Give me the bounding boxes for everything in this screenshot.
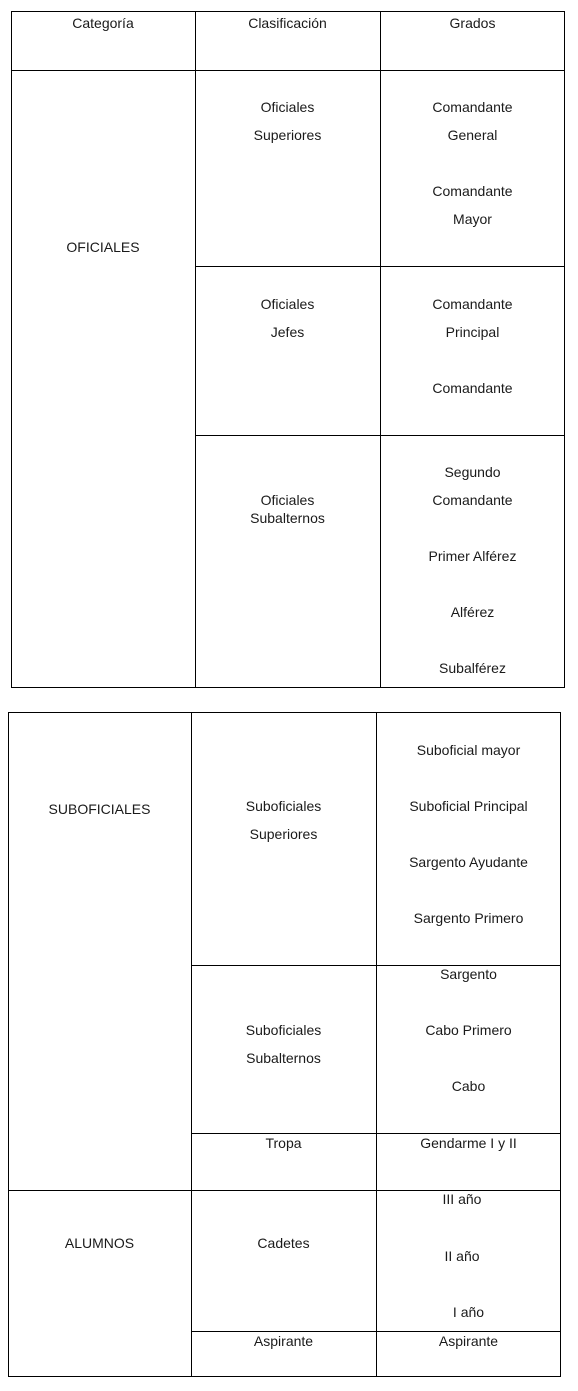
- grade-text: Cabo: [451, 1078, 486, 1094]
- grade-text: Comandante: [432, 296, 513, 312]
- grade-text: Alférez: [450, 604, 495, 620]
- grade-text: Mayor: [453, 211, 492, 227]
- classification-text: Superiores: [249, 826, 318, 842]
- grade-text: Segundo: [444, 464, 501, 480]
- grade-text: Sargento Ayudante: [409, 854, 528, 870]
- grade-text: Principal: [445, 324, 500, 340]
- grade-text: I año: [452, 1304, 485, 1320]
- classification-text: Subalternos: [246, 1050, 321, 1066]
- grade-text: II año: [444, 1248, 480, 1264]
- classification-text: Suboficiales: [245, 798, 322, 814]
- classification-text: Subalternos: [250, 510, 325, 526]
- classification-text: Aspirante: [253, 1333, 314, 1349]
- classification-text: Jefes: [270, 324, 305, 340]
- classification-text: Suboficiales: [245, 1022, 322, 1038]
- grade-text: Sargento: [440, 966, 497, 982]
- table1-border-top: [11, 11, 565, 12]
- header-grados: Grados: [449, 15, 496, 31]
- table1-border-left: [11, 11, 12, 688]
- grade-text: Gendarme I y II: [420, 1135, 517, 1151]
- grade-text: Comandante: [432, 99, 513, 115]
- grade-text: Comandante: [432, 492, 513, 508]
- grade-text: Comandante: [432, 183, 513, 199]
- classification-text: Superiores: [253, 127, 322, 143]
- grade-text: Comandante: [432, 380, 513, 396]
- grade-text: Aspirante: [438, 1333, 499, 1349]
- classification-text: Cadetes: [257, 1235, 310, 1251]
- table2-border-bottom: [8, 1376, 561, 1377]
- grade-text: Suboficial mayor: [416, 742, 521, 758]
- grade-text: Sargento Primero: [413, 910, 524, 926]
- category-alumnos: ALUMNOS: [64, 1235, 135, 1251]
- table1-border-bottom: [11, 687, 565, 688]
- table2-border-top: [8, 712, 561, 713]
- category-oficiales: OFICIALES: [66, 239, 140, 255]
- grade-text: Primer Alférez: [428, 548, 517, 564]
- grade-text: III año: [442, 1191, 482, 1207]
- header-categoria: Categoría: [72, 15, 134, 31]
- grade-text: Suboficial Principal: [409, 798, 528, 814]
- grade-text: Cabo Primero: [425, 1022, 512, 1038]
- classification-text: Oficiales: [260, 99, 315, 115]
- grade-text: Subalférez: [439, 660, 506, 676]
- classification-text: Tropa: [265, 1135, 302, 1151]
- classification-text: Oficiales: [260, 296, 315, 312]
- header-clasificacion: Clasificación: [248, 15, 327, 31]
- classification-text: Oficiales: [260, 492, 315, 508]
- category-suboficiales: SUBOFICIALES: [48, 801, 151, 817]
- table1-header-divider: [11, 70, 565, 71]
- grade-text: General: [447, 127, 498, 143]
